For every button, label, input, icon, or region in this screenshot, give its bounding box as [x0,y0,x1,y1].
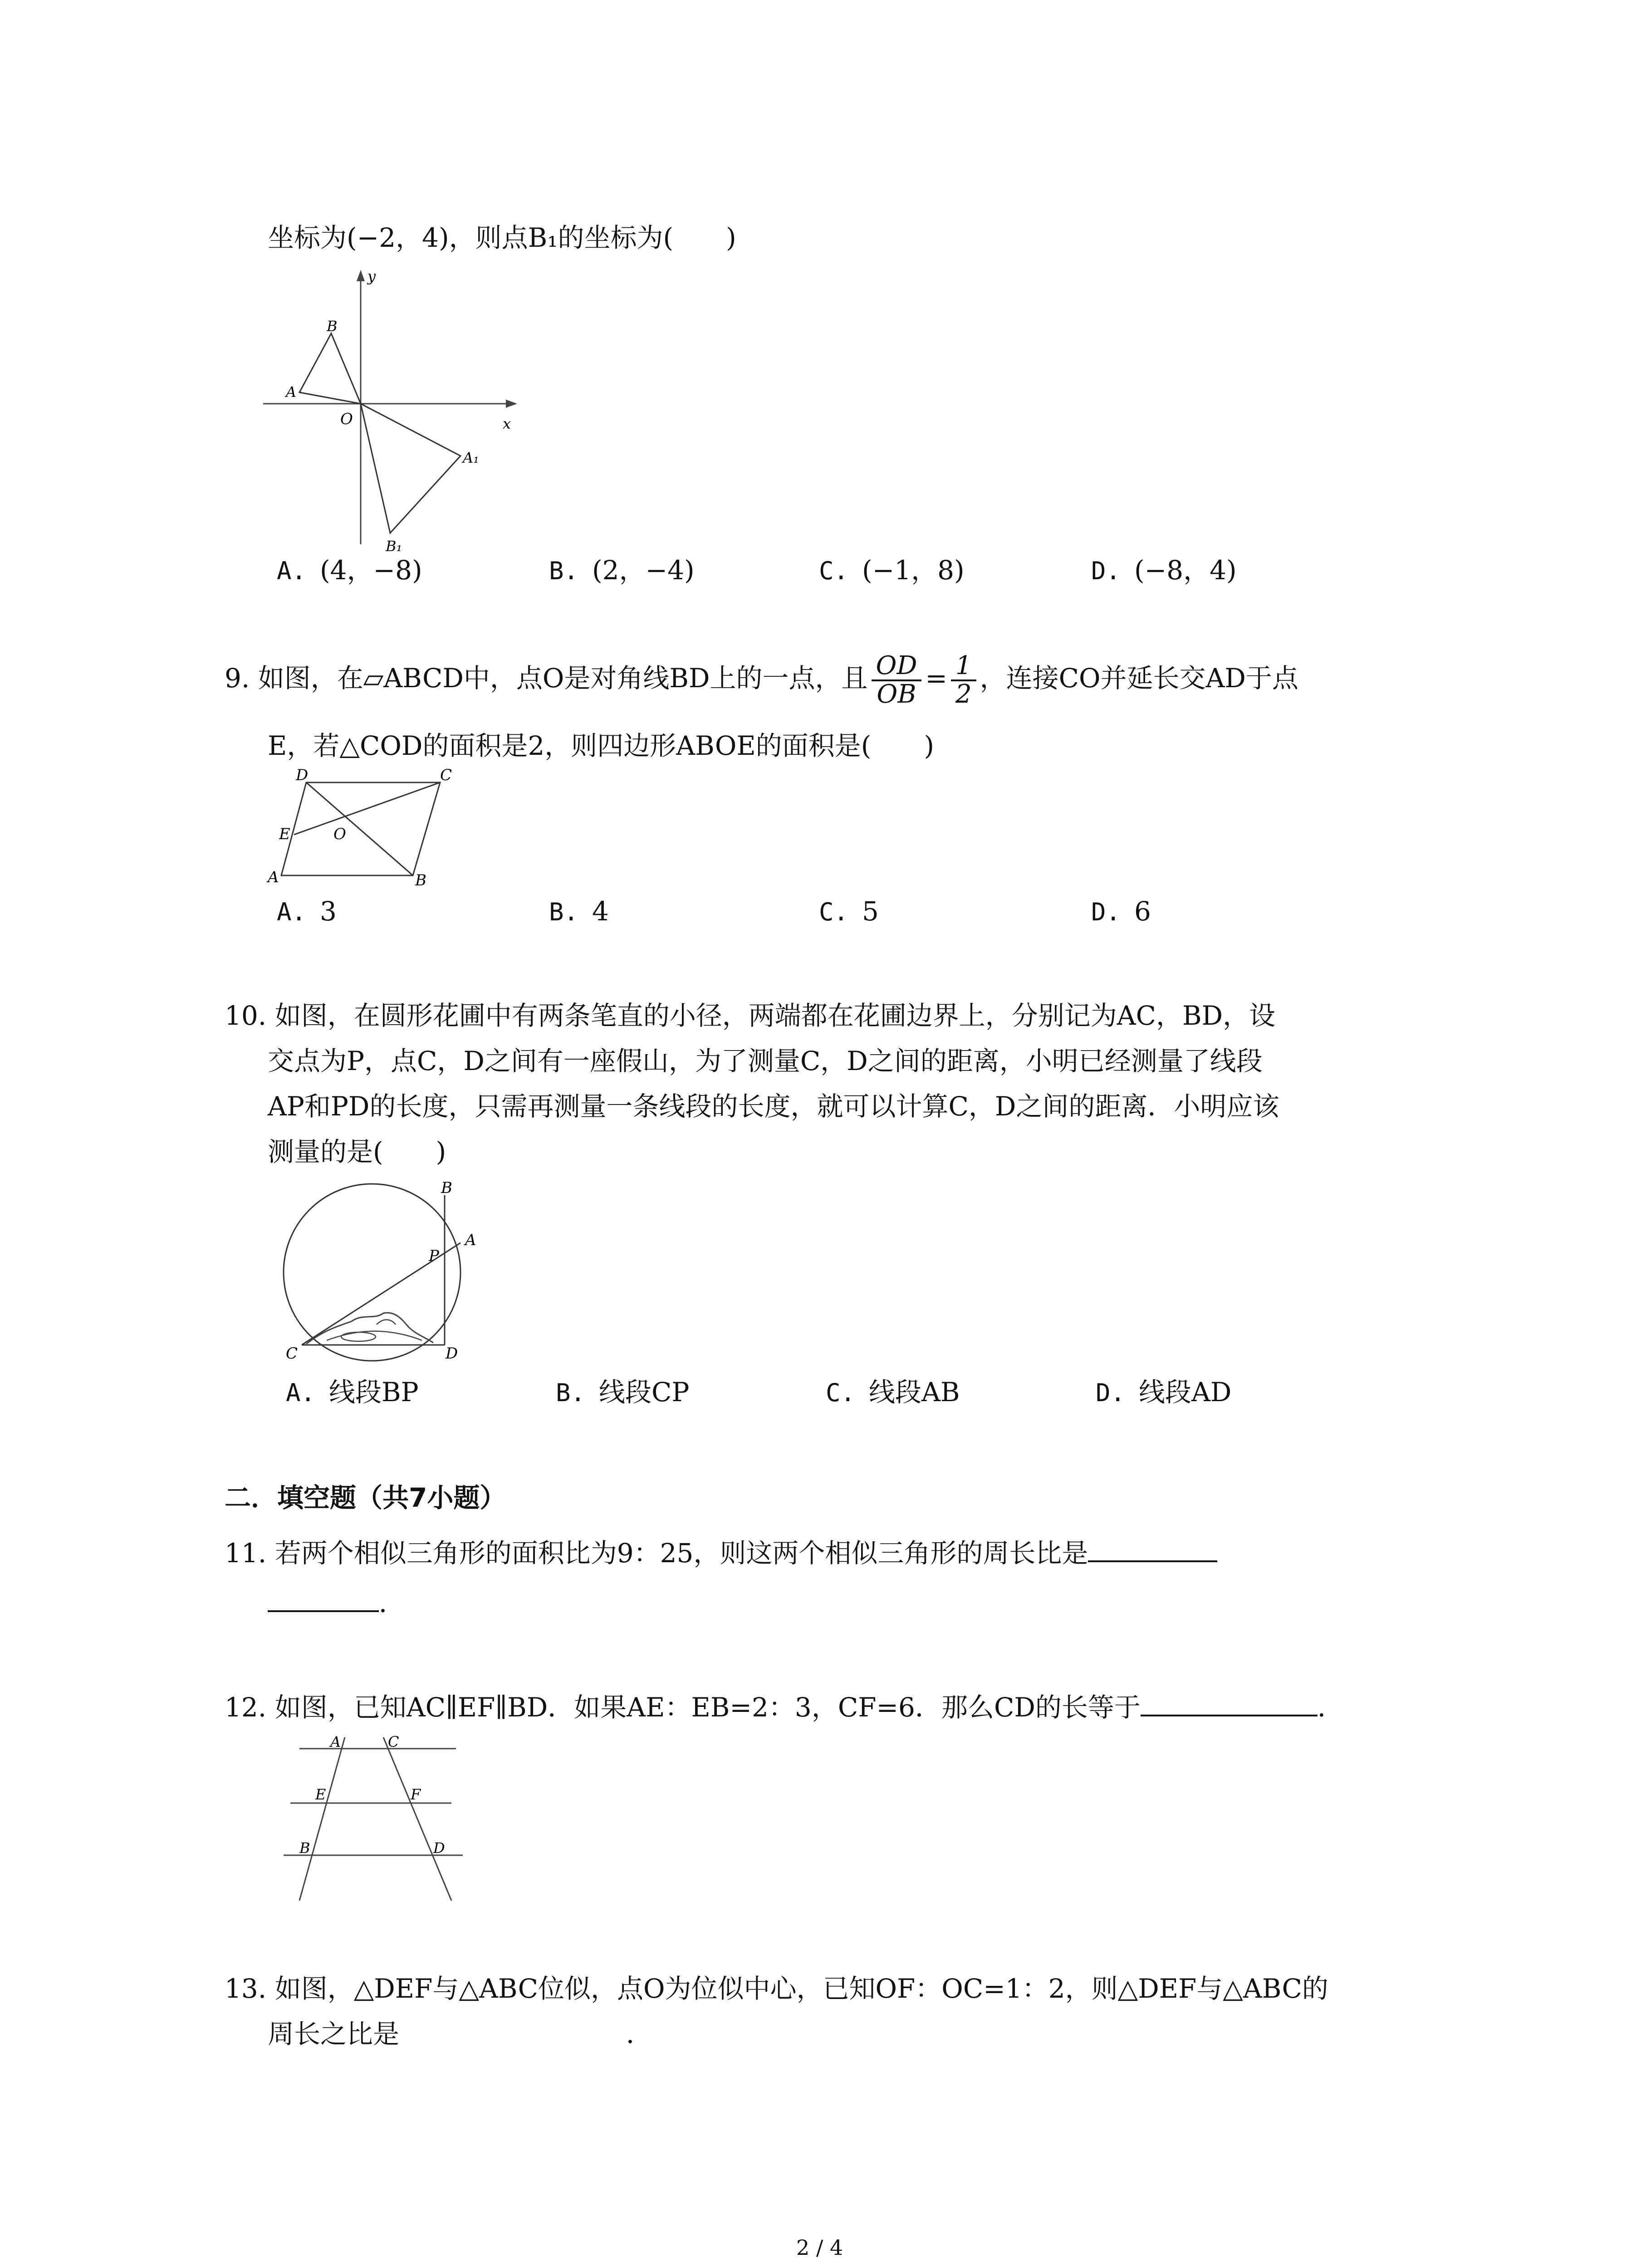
q9-option-d[interactable]: D. 6 [1091,896,1151,927]
q10-circle-figure [272,1177,508,1368]
q10-label-B: B [441,1179,452,1197]
q8-option-d[interactable]: D. (−8，4) [1091,555,1237,586]
q9-label-O: O [333,825,346,843]
q12-number: 12. [225,1692,267,1723]
q8-label-O: O [340,410,353,428]
page-number: 2 / 4 [796,2235,843,2260]
q8-label-B1: B₁ [386,538,402,555]
q12-answer-blank[interactable] [1141,1710,1318,1716]
q9-fraction-half: $\frac{1}{2}$ [951,653,976,708]
q10-line-2: 交点为P，点C，D之间有一座假山，为了测量C，D之间的距离，小明已经测量了线段 [268,1046,1263,1076]
section-2-title: 二．填空题（共7小题） [225,1482,506,1513]
q10-option-b[interactable]: B. 线段CP [556,1377,690,1408]
q12-label-A: A [330,1733,341,1750]
q10-option-d[interactable]: D. 线段AD [1096,1377,1232,1408]
q11-line-2: ． [268,1590,405,1616]
q9-option-c[interactable]: C. 5 [819,896,879,927]
q10-line-3: AP和PD的长度，只需再测量一条线段的长度，就可以计算C，D之间的距离．小明应该 [268,1091,1279,1122]
q9-label-A: A [268,868,279,886]
q10-option-a[interactable]: A. 线段BP [286,1377,419,1408]
q11-answer-blank-part2[interactable] [268,1606,379,1612]
q8-label-A: A [286,383,297,401]
q9-line-2: E，若△COD的面积是2，则四边形ABOE的面积是( ) [268,730,935,761]
q9-label-C: C [440,767,452,784]
q13-line-2: 周长之比是 ． [268,2019,653,2049]
q10-label-D: D [446,1344,458,1363]
q10-label-P: P [429,1247,439,1265]
q9-label-E: E [279,825,290,843]
q8-label-x: x [503,415,511,432]
q12-label-C: C [388,1733,399,1750]
q9-fraction-od-ob: $\frac{OD}{OB}$ [872,653,922,708]
q9-label-B: B [415,871,426,889]
q11-line-1: 11. 若两个相似三角形的面积比为9：25，则这两个相似三角形的周长比是 [225,1540,1217,1566]
q8-option-a[interactable]: A. (4，−8) [277,555,422,586]
q12-line-1: 12. 如图，已知AC∥EF∥BD．如果AE：EB=2：3，CF=6．那么CD的长等于 ． [225,1692,1344,1723]
q10-line-4: 测量的是( ) [268,1136,446,1167]
q8-option-c[interactable]: C. (−1，8) [819,555,965,586]
q11-number: 11. [225,1538,267,1569]
q10-label-A: A [465,1231,476,1249]
q9-number: 9. [225,663,250,694]
q9-line-1: 9. 如图，在▱ABCD中，点O是对角线BD上的一点，且 $\frac{OD}{OB}$ = $\frac{1}{2}$ ，连接CO并延长交AD于点 [225,651,1298,709]
q8-coordinate-figure [254,268,535,558]
q11-answer-blank-part1[interactable] [1088,1556,1217,1562]
q12-label-D: D [433,1839,445,1857]
q8-stem-tail: 坐标为(−2，4)，则点B₁的坐标为( ) [268,222,736,253]
q10-line-1: 10. 如图，在圆形花圃中有两条笔直的小径，两端都在花圃边界上，分别记为AC，BD，设 [225,1000,1276,1031]
q10-option-c[interactable]: C. 线段AB [826,1377,960,1408]
q13-number: 13. [225,1973,267,2004]
q9-parallelogram-figure [259,767,495,889]
q12-parallel-lines-figure [272,1730,481,1907]
q12-label-E: E [315,1786,326,1803]
q8-label-y: y [367,268,376,285]
q12-label-B: B [299,1839,310,1857]
q12-label-F: F [411,1786,421,1803]
q9-label-D: D [296,767,309,784]
q9-option-b[interactable]: B. 4 [549,896,609,927]
q10-label-C: C [286,1344,298,1363]
q10-number: 10. [225,1000,267,1031]
q9-option-a[interactable]: A. 3 [277,896,337,927]
q8-label-B: B [327,318,338,335]
q8-label-A1: A₁ [463,449,479,466]
q13-line-1: 13. 如图，△DEF与△ABC位似，点O为位似中心，已知OF：OC=1：2，则△DEF与△ABC的 [225,1973,1328,2004]
q8-option-b[interactable]: B. (2，−4) [549,555,695,586]
